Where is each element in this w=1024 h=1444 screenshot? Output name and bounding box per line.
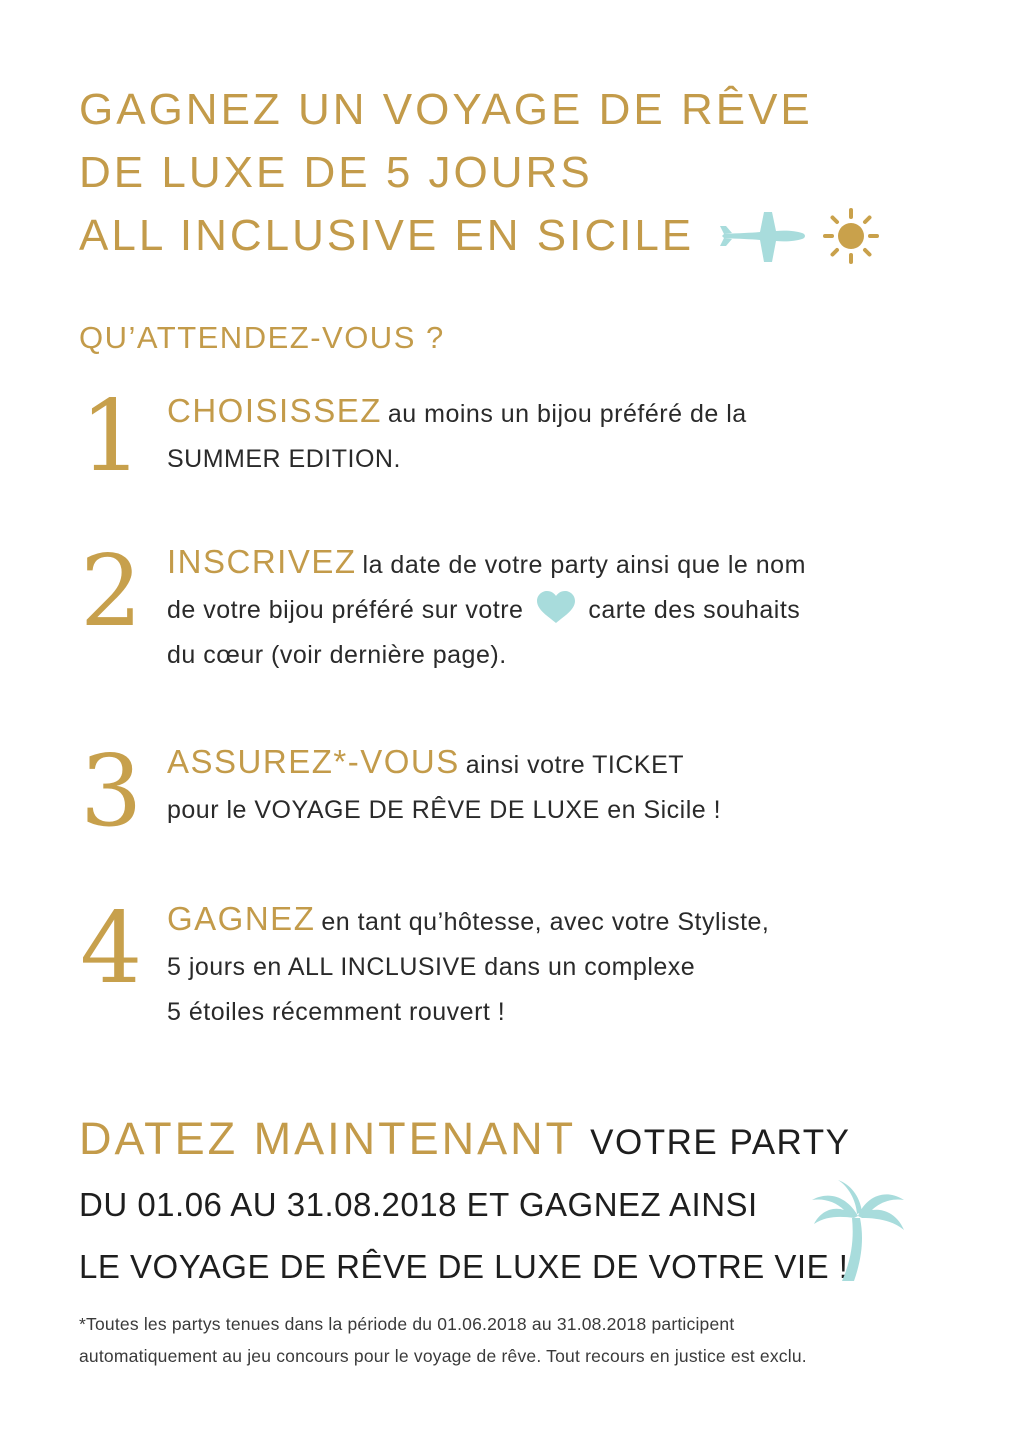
step-text-line: en tant qu’hôtesse, avec votre Styliste,: [321, 908, 770, 936]
heart-icon: [535, 590, 577, 624]
step-text: [167, 739, 957, 833]
cta-emphasis: DATEZ MAINTENANT: [79, 1113, 577, 1164]
step-text-line: du cœur (voir dernière page).: [167, 641, 507, 669]
headline-line-1: GAGNEZ UN VOYAGE DE RÊVE: [79, 85, 813, 134]
step-text: [167, 388, 957, 482]
airplane-icon: [720, 206, 806, 266]
step-text-line: SUMMER EDITION.: [167, 445, 401, 473]
headline-line-2: DE LUXE DE 5 JOURS: [79, 148, 593, 197]
cta-line-3: LE VOYAGE DE RÊVE DE LUXE DE VOTRE VIE !: [79, 1248, 849, 1285]
step-text: [167, 896, 957, 1035]
step-text-line: carte des souhaits: [588, 596, 801, 624]
headline-line-3: ALL INCLUSIVE EN SICILE: [79, 211, 695, 260]
step-number: 3: [80, 735, 143, 849]
sun-icon: [822, 207, 880, 265]
step-text-line: 5 jours en ALL INCLUSIVE dans un complexe: [167, 953, 696, 981]
question-heading: QU’ATTENDEZ-VOUS ?: [79, 320, 445, 355]
footnote: [79, 1308, 939, 1372]
step-keyword: CHOISISSEZ: [167, 392, 382, 429]
step-text-line: ainsi votre TICKET: [465, 751, 685, 779]
call-to-action: [79, 1108, 850, 1298]
cta-line-1: VOTRE PARTY: [590, 1123, 851, 1162]
step-text-line: 5 étoiles récemment rouvert !: [167, 998, 506, 1026]
step-number: 1: [80, 380, 143, 494]
headline: [79, 78, 880, 267]
step-keyword: GAGNEZ: [167, 900, 316, 937]
footnote-line-2: automatiquement au jeu concours pour le voyage de rêve. Tout recours en justice est exclu.: [79, 1346, 807, 1366]
palm-tree-icon: [808, 1178, 908, 1282]
step-keyword: ASSUREZ*-VOUS: [167, 743, 460, 780]
step-number: 2: [80, 535, 143, 649]
cta-line-2: DU 01.06 AU 31.08.2018 ET GAGNEZ AINSI: [79, 1186, 758, 1223]
step-text-line: de votre bijou préféré sur votre: [167, 596, 524, 624]
step-text-line: au moins un bijou préféré de la: [387, 400, 747, 428]
step-number: 4: [80, 892, 143, 1006]
step-text-line: la date de votre party ainsi que le nom: [362, 551, 806, 579]
step-text-line: pour le VOYAGE DE RÊVE DE LUXE en Sicile !: [167, 796, 722, 824]
headline-line-3-row: [79, 204, 880, 267]
step-keyword: INSCRIVEZ: [167, 543, 357, 580]
step-text: [167, 539, 957, 678]
footnote-line-1: *Toutes les partys tenues dans la période du 01.06.2018 au 31.08.2018 participent: [79, 1314, 735, 1334]
